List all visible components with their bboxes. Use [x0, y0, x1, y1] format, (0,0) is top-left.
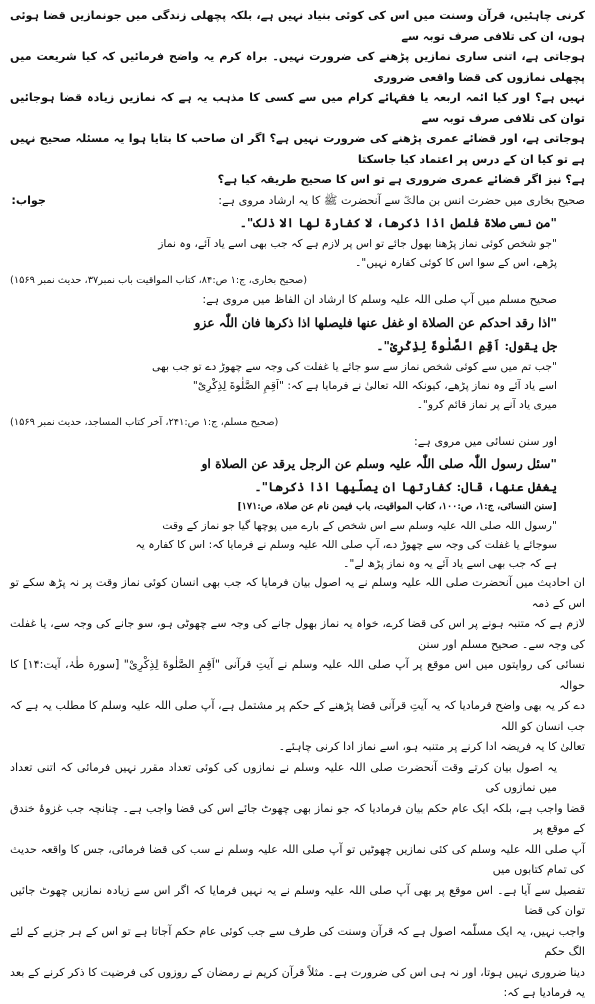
hadith-translation-line: "جو شخص کوئی نماز پڑھنا بھول جائے تو اس پر لازم ہے کہ جب بھی اسے یاد آئے، وہ نماز: [158, 237, 557, 250]
hadith-translation-line: سوجائے یا غفلت کی وجہ سے چھوڑ دے، آپ صلی اللہ علیہ وسلم نے فرمایا کہ: اس کا کفارہ یہ: [135, 538, 557, 551]
hadith-arabic-text: "اذا رقد احدکم عن الصلاة او غفل عنھا فلیصلھا اذا ذکرھا فان اللّٰہ عزو: [194, 314, 557, 330]
answer-intro-nasai: اور سنن نسائی میں مروی ہے:: [414, 434, 557, 448]
hadith-reference: [سنن النسائی، ج:۱، ص:۱۰۰، کتاب المواقیت، باب فیمن نام عن صلاة، ص:۱۷۱]: [237, 501, 557, 512]
answer-intro-muslim: صحیح مسلم میں آپ صلی اللہ علیہ وسلم کا ارشاد ان الفاظ میں مروی ہے:: [202, 293, 557, 306]
hadith-translation-line: پڑھے، اس کے سوا اس کا کوئی کفارہ نہیں"۔: [354, 256, 557, 269]
hadith-arabic-text: یغفل عنھا، قال: کفارتھا ان یصلّیھا اذا ذکرھا"۔: [254, 479, 557, 494]
hadith-nasai: [10, 452, 585, 573]
hadith-arabic-text: جل یقول: اَقِمِ الصَّلٰوةَ لِذِکْرِیْ"۔: [376, 337, 557, 353]
question-line: ہوجاتی ہے، اور قضائے عمری پڑھنے کی ضرورت نہیں ہے؟ اگر ان صاحب کا بتایا ہوا یہ مسئلہ صحیح نہیں ہے تو کیا ان کے درس پر اعتماد کیا جاسکتا: [10, 132, 585, 166]
hadith-translation-line: اسے یاد آئے وہ نماز پڑھے، کیونکہ اللہ تعالیٰ نے فرمایا ہے کہ: "اَقِمِ الصَّلٰوةَ لِذِکْرِیْ": [192, 378, 557, 392]
hadith-reference: (صحیح بخاری، ج:۱ ص:۸۴، کتاب المواقیت باب نمبر۳۷، حدیث نمبر ۱۵۶۹): [10, 275, 308, 286]
question-line: نہیں ہے؟ اور کیا ائمہ اربعہ یا فقہائے کرام میں سے کسی کا مذہب یہ ہے کہ نمازیں زیادہ قضا ہوجائیں توان کی تلافی صرف توبہ سے: [10, 91, 585, 125]
answer-section: [10, 191, 585, 212]
paragraph-line: لازم ہے کہ متنبہ ہونے پر اس کی قضا کرے، خواہ یہ نماز بھول جانے کی وجہ سے چھوٹی ہو، سو جانے کی وجہ سے، یا غفلت کی وجہ سے۔ صحیح مسلم اور سنن: [10, 617, 585, 651]
hadith-bukhari: [10, 211, 585, 290]
hadith-arabic-text: "من نسی صلاة فلصل اذا ذکرھا، لا کفارة لھا الا ذلک"۔: [239, 215, 557, 230]
question-line: کرنی چاہئیں، قرآن وسنت میں اس کی کوئی بنیاد نہیں ہے، بلکہ پچھلی زندگی میں جونمازیں قضا ہوئی ہوں، ان کی تلافی صرف توبہ سے: [10, 9, 585, 43]
question-line: ہوجاتی ہے، اتنی ساری نمازیں پڑھنے کی ضرورت نہیں۔ براہ کرم یہ واضح فرمائیں کہ کیا شریعت میں پچھلی نمازوں کی قضا واقعی ضروری: [10, 50, 585, 84]
hadith-translation-line: میری یاد آنے پر نماز قائم کرو"۔: [416, 397, 557, 411]
paragraph-line: دے کر یہ بھی واضح فرمادیا کہ یہ آیتِ قرآنی قضا پڑھنے کے حکم پر مشتمل ہے، آپ صلی اللہ علیہ وسلم کا مطلب یہ ہے کہ جب انسان کو اللہ: [10, 699, 585, 733]
hadith-reference: (صحیح مسلم، ج:۱ ص:۲۴۱، آخر کتاب المساجد، حدیث نمبر ۱۵۶۹): [10, 416, 279, 428]
paragraph-line: قضا واجب ہے، بلکہ ایک عام حکم بیان فرمادیا کہ جو نماز بھی چھوٹ جائے اس کی قضا واجب ہے۔ چنانچہ جب غزوۂ خندق کے موقع پر: [10, 801, 585, 835]
paragraph-line: واجب نہیں، یہ ایک مسلّمہ اصول ہے کہ قرآن وسنت کی طرف سے جب کوئی عام حکم آجاتا ہے تو اس کے ہر جزیے کے لئے الگ حکم: [10, 924, 585, 958]
hadith-arabic-text: "سئل رسول اللّٰہ صلی اللّٰہ علیہ وسلم عن الرجل یرقد عن الصلاة او: [201, 456, 557, 471]
answer-label: جواب:: [11, 193, 46, 207]
paragraph-line: تفصیل سے آیا ہے۔ اس موقع پر بھی آپ صلی اللہ علیہ وسلم نے یہ نہیں فرمایا کہ اگر اس سے زیادہ نمازیں چھوٹ جائیں توان کی قضا: [10, 883, 585, 917]
hadith-translation-line: "رسول اللہ صلی اللہ علیہ وسلم سے اس شخص کے بارے میں پوچھا گیا جو نماز کے وقت: [162, 519, 557, 532]
paragraph-line: آپ صلی اللہ علیہ وسلم کی کئی نمازیں چھوٹیں تو آپ صلی اللہ علیہ وسلم نے سب کی قضا فرمائی، جس کا واقعہ حدیث کی تمام کتابوں میں: [10, 842, 585, 876]
paragraph-line: نسائی کی روایتوں میں اس موقع پر آپ صلی اللہ علیہ وسلم نے آیتِ قرآنی "اَقِمِ الصَّلٰوةَ لِذِکْرِیْ" [سورة طٰہٰ، آیت:۱۴] کا حوالہ: [10, 658, 585, 692]
paragraph-line: تعالیٰ کا یہ فریضہ ادا کرنے پر متنبہ ہو، اسے نماز ادا کرنی چاہئے۔: [278, 740, 585, 753]
question-line: ہے؟ نیز اگر قضائے عمری ضروری ہے تو اس کا صحیح طریقہ کیا ہے؟: [217, 173, 585, 186]
answer-body: [46, 191, 585, 212]
explanation-paragraph: [10, 573, 585, 758]
hadith-translation-line: ہے کہ جب بھی اسے یاد آئے یہ وہ نماز پڑھ لے"۔: [343, 557, 557, 570]
question-text: [10, 6, 585, 191]
hadith-muslim: [10, 311, 585, 432]
hadith-translation-line: "جب تم میں سے کوئی شخص نماز سے سو جائے یا غفلت کی وجہ سے چھوڑ دے تو جب بھی: [151, 359, 557, 373]
explanation-paragraph: [10, 758, 585, 1004]
paragraph-line: یہ اصول بیان کرتے وقت آنحضرت صلی اللہ علیہ وسلم نے نمازوں کی کوئی تعداد مقرر نہیں فرمائی کہ اتنی تعداد میں نمازوں کی: [10, 760, 557, 794]
paragraph-line: ان احادیث میں آنحضرت صلی اللہ علیہ وسلم نے یہ اصول بیان فرمایا کہ جب بھی انسان کوئی نماز وقت پر نہ پڑھ سکے تو اس کے ذمہ: [10, 576, 585, 610]
paragraph-line: دینا ضروری نہیں ہوتا، اور نہ ہی اس کی ضرورت ہے۔ مثلاً قرآن کریم نے رمضان کے روزوں کی فرضیت کا ذکر کرنے کے بعد یہ فرمادیا ہے کہ:: [10, 965, 585, 999]
answer-intro: صحیح بخاری میں حضرت انس بن مالکؓ سے آنحضرت ﷺ کا یہ ارشاد مروی ہے:: [218, 193, 585, 207]
